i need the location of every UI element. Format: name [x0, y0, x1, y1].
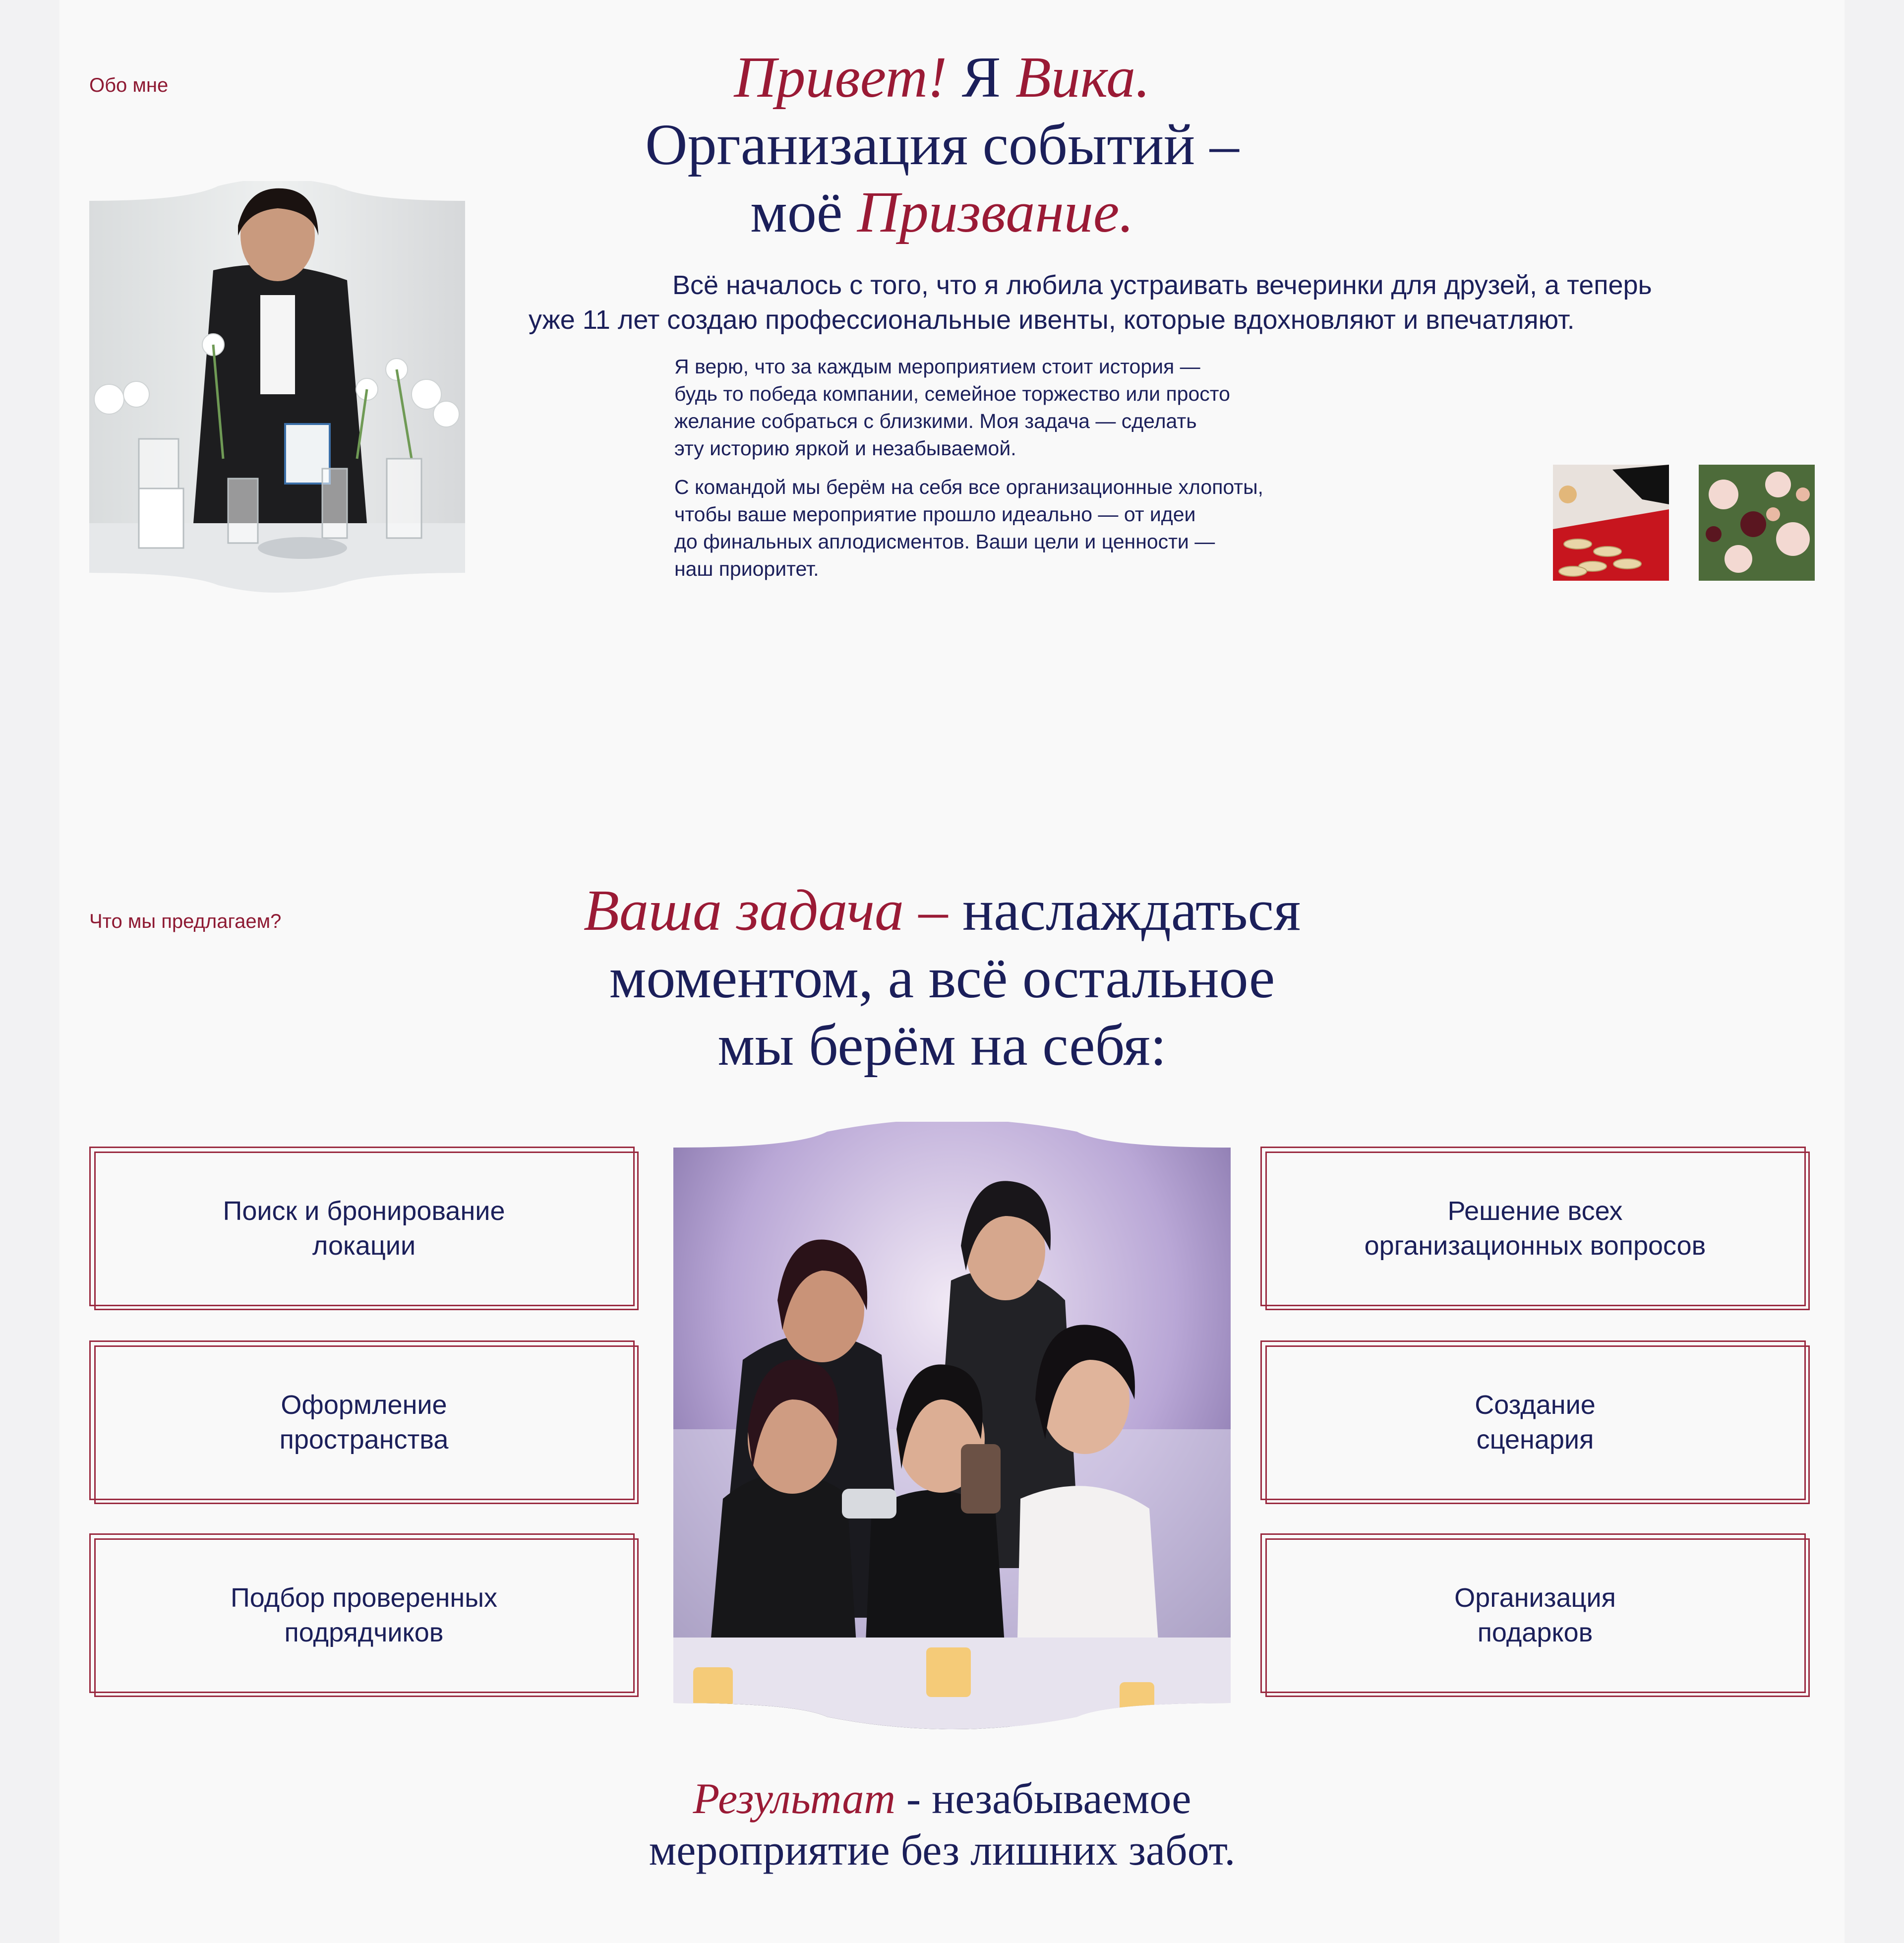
text-line: наш приоритет.	[674, 557, 819, 580]
service-card-location	[89, 1147, 639, 1310]
service-text: сценария	[1476, 1425, 1594, 1455]
service-text: Решение всех	[1447, 1196, 1623, 1226]
section-label-about: Обо мне	[89, 74, 169, 96]
lead-line: Всё началось с того, что я любила устраивать вечеринки для друзей, а теперь	[672, 270, 1652, 300]
service-text: организационных вопросов	[1364, 1231, 1706, 1261]
page	[60, 0, 1844, 1943]
title-accent: Вика.	[1015, 45, 1150, 110]
title-text: моментом, а всё остальное	[609, 945, 1275, 1010]
service-text: пространства	[279, 1425, 449, 1455]
lead-line: уже 11 лет создаю профессиональные ивенты, которые вдохновляют и впечатляют.	[529, 305, 1575, 335]
title-accent: Ваша задача –	[583, 878, 948, 943]
service-card-gifts	[1260, 1533, 1810, 1697]
title-accent: Призвание.	[857, 180, 1134, 244]
text-line: С командой мы берём на себя все организационные хлопоты,	[674, 476, 1263, 498]
title-text: Организация событий –	[645, 112, 1239, 177]
result-accent: Результат	[693, 1775, 895, 1823]
text-line: эту историю яркой и незабываемой.	[674, 437, 1016, 460]
text-line: Я верю, что за каждым мероприятием стоит история —	[674, 355, 1200, 378]
title-text: Я	[947, 45, 1015, 110]
about-paragraph-2	[674, 474, 1263, 583]
section-label-offer: Что мы предлагаем?	[89, 911, 282, 932]
result-statement	[496, 1773, 1388, 1877]
service-text: локации	[312, 1231, 416, 1261]
about-paragraph-1	[674, 353, 1230, 462]
service-text: Поиск и бронирование	[223, 1196, 505, 1226]
service-text: Создание	[1475, 1390, 1596, 1420]
service-text: Организация	[1454, 1583, 1616, 1613]
title-text: мы берём на себя:	[717, 1013, 1167, 1078]
thumbnail-champagne-photo	[1553, 465, 1669, 581]
result-text: - незабываемое	[895, 1775, 1191, 1823]
service-text: Оформление	[281, 1390, 447, 1420]
text-line: желание собраться с близкими. Моя задача — сделать	[674, 410, 1197, 432]
text-line: до финальных аплодисментов. Ваши цели и ценности —	[674, 530, 1215, 553]
offer-title	[496, 877, 1388, 1079]
text-line: будь то победа компании, семейное торжество или просто	[674, 382, 1230, 405]
title-accent: Привет!	[734, 45, 948, 110]
service-card-organization	[1260, 1147, 1810, 1310]
group-selfie-photo	[673, 1122, 1231, 1731]
about-title	[496, 44, 1388, 246]
title-text: наслаждаться	[948, 878, 1301, 943]
service-text: подарков	[1477, 1618, 1593, 1647]
text-line: чтобы ваше мероприятие прошло идеально — от идеи	[674, 503, 1196, 526]
service-text: подрядчиков	[284, 1618, 444, 1647]
portrait-photo	[89, 181, 465, 593]
service-card-scenario	[1260, 1340, 1810, 1504]
thumbnail-flowers-photo	[1699, 465, 1815, 581]
service-card-contractors	[89, 1533, 639, 1697]
about-lead	[529, 268, 1652, 337]
service-text: Подбор проверенных	[230, 1583, 498, 1613]
result-text: мероприятие без лишних забот.	[649, 1826, 1236, 1875]
service-card-decoration	[89, 1340, 639, 1504]
title-text: моё	[750, 180, 857, 244]
